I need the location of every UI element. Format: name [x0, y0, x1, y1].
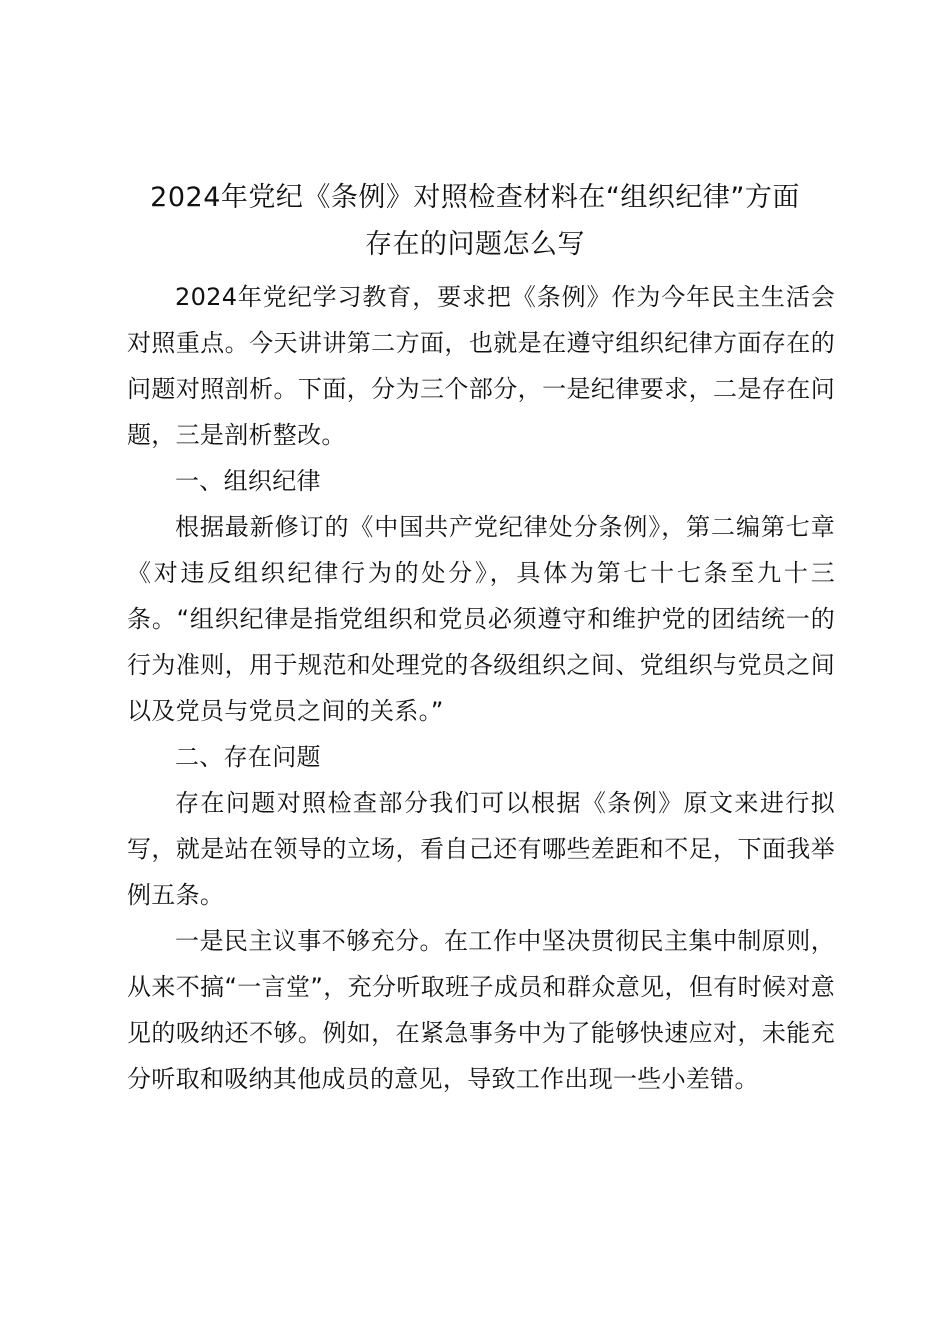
paragraph-problem-one: 一是民主议事不够充分。在工作中坚决贯彻民主集中制原则，从来不搞“一言堂”，充分听取班子成员和群众意见，但有时候对意见的吸纳还不够。例如，在紧急事务中为了能够快速应对，未能充分听取和吸纳其他成员的意见，导致工作出现一些小差错。	[127, 927, 835, 1093]
document-title-line-2: 存在的问题怎么写	[365, 229, 585, 260]
document-body	[127, 274, 835, 1102]
paragraph-intro: 2024年党纪学习教育，要求把《条例》作为今年民主生活会对照重点。今天讲讲第二方面，也就是在遵守组织纪律方面存在的问题对照剖析。下面，分为三个部分，一是纪律要求，二是存在问题，三是剖析整改。	[127, 283, 835, 449]
document-title-line-1: 2024年党纪《条例》对照检查材料在“组织纪律”方面	[150, 182, 800, 213]
paragraph-regulation-quote: 根据最新修订的《中国共产党纪律处分条例》，第二编第七章《对违反组织纪律行为的处分》，具体为第七十七条至九十三条。“组织纪律是指党组织和党员必须遵守和维护党的团结统一的行为准则，用于规范和处理党的各级组织之间、党组织与党员之间以及党员与党员之间的关系。”	[127, 513, 835, 725]
paragraph-problems-intro: 存在问题对照检查部分我们可以根据《条例》原文来进行拟写，就是站在领导的立场，看自己还有哪些差距和不足，下面我举例五条。	[127, 789, 835, 909]
section-heading-existing-problems: 二、存在问题	[175, 743, 321, 771]
section-heading-organizational-discipline: 一、组织纪律	[175, 467, 321, 495]
